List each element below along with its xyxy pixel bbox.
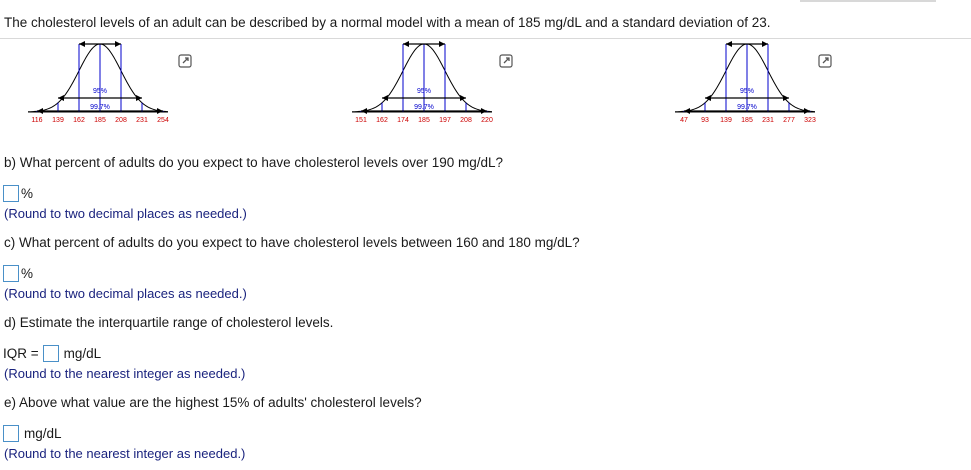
curve-line: [352, 44, 492, 112]
arrow-68-head: [726, 41, 732, 47]
tick-label: 151: [355, 117, 367, 124]
arrow-997-head: [481, 108, 487, 114]
unit-label: mg/dL: [63, 346, 102, 361]
answer-input-e[interactable]: [3, 425, 19, 442]
curve-line: [28, 44, 168, 112]
tick-label: 162: [376, 117, 388, 124]
arrow-68-head: [403, 41, 409, 47]
label-95-percent: 95%: [92, 88, 108, 95]
tick-label: 254: [157, 117, 169, 124]
answer-input-b[interactable]: [3, 185, 19, 202]
tick-label: 93: [701, 117, 709, 124]
label-99-7-percent: 99.7%: [90, 104, 110, 111]
arrow-68-head: [762, 41, 768, 47]
problem-statement: The cholesterol levels of an adult can be described by a normal model with a mean of 185 mg/dL and a standard deviation of 23.: [4, 15, 771, 30]
label-99-7-percent: 99.7%: [414, 104, 434, 111]
normal-curve-3: [675, 40, 820, 130]
unit-label: %: [21, 266, 34, 281]
question-b: b) What percent of adults do you expect to have cholesterol levels over 190 mg/dL?: [4, 155, 504, 170]
label-99-7-percent: 99.7%: [737, 104, 757, 111]
answer-row-c: [3, 265, 33, 282]
unit-label: %: [21, 186, 34, 201]
unit-label: mg/dL: [24, 426, 62, 441]
normal-curve-2: [352, 40, 497, 130]
expand-icon[interactable]: [818, 54, 832, 68]
arrow-68-head: [115, 41, 121, 47]
tick-label: 139: [720, 117, 732, 124]
expand-icon[interactable]: [178, 54, 192, 68]
divider: [0, 38, 971, 39]
answer-row-b: [3, 185, 33, 202]
top-scroll-indicator: [800, 0, 936, 2]
answer-input-c[interactable]: [3, 265, 19, 282]
normal-curve-1: [28, 40, 173, 130]
arrow-68-head: [439, 41, 445, 47]
expand-icon[interactable]: [499, 54, 513, 68]
hint-d: (Round to the nearest integer as needed.): [4, 366, 246, 381]
label-95-percent: 95%: [416, 88, 432, 95]
tick-label: 185: [418, 117, 430, 124]
tick-label: 208: [115, 117, 127, 124]
tick-label: 208: [460, 117, 472, 124]
arrow-997-head: [157, 108, 163, 114]
tick-label: 277: [783, 117, 795, 124]
normal-curve-figure: [352, 40, 497, 130]
normal-curve-figure: [28, 40, 173, 130]
tick-label: 139: [52, 117, 64, 124]
tick-label: 185: [741, 117, 753, 124]
arrow-997-head: [37, 108, 43, 114]
hint-e: (Round to the nearest integer as needed.): [4, 446, 246, 461]
curve-line: [675, 44, 815, 112]
tick-label: 220: [481, 117, 493, 124]
tick-label: 197: [439, 117, 451, 124]
label-95-percent: 95%: [739, 88, 755, 95]
tick-label: 323: [804, 117, 816, 124]
arrow-68-head: [79, 41, 85, 47]
arrow-997-head: [361, 108, 367, 114]
tick-label: 47: [680, 117, 688, 124]
answer-input-d[interactable]: [43, 345, 59, 362]
hint-c: (Round to two decimal places as needed.): [4, 286, 247, 301]
arrow-997-head: [684, 108, 690, 114]
tick-label: 185: [94, 117, 106, 124]
tick-label: 162: [73, 117, 85, 124]
question-d: d) Estimate the interquartile range of cholesterol levels.: [4, 315, 334, 330]
answer-row-e: [3, 425, 62, 442]
question-c: c) What percent of adults do you expect to have cholesterol levels between 160 and 180 mg/dL?: [4, 235, 580, 250]
tick-label: 231: [762, 117, 774, 124]
answer-row-d: [3, 345, 101, 362]
normal-curve-figure: [675, 40, 820, 130]
tick-label: 174: [397, 117, 409, 124]
tick-label: 116: [31, 117, 43, 124]
tick-label: 231: [136, 117, 148, 124]
question-e: e) Above what value are the highest 15% of adults' cholesterol levels?: [4, 395, 422, 410]
arrow-997-head: [804, 108, 810, 114]
iqr-label: IQR =: [3, 346, 39, 361]
hint-b: (Round to two decimal places as needed.): [4, 206, 247, 221]
